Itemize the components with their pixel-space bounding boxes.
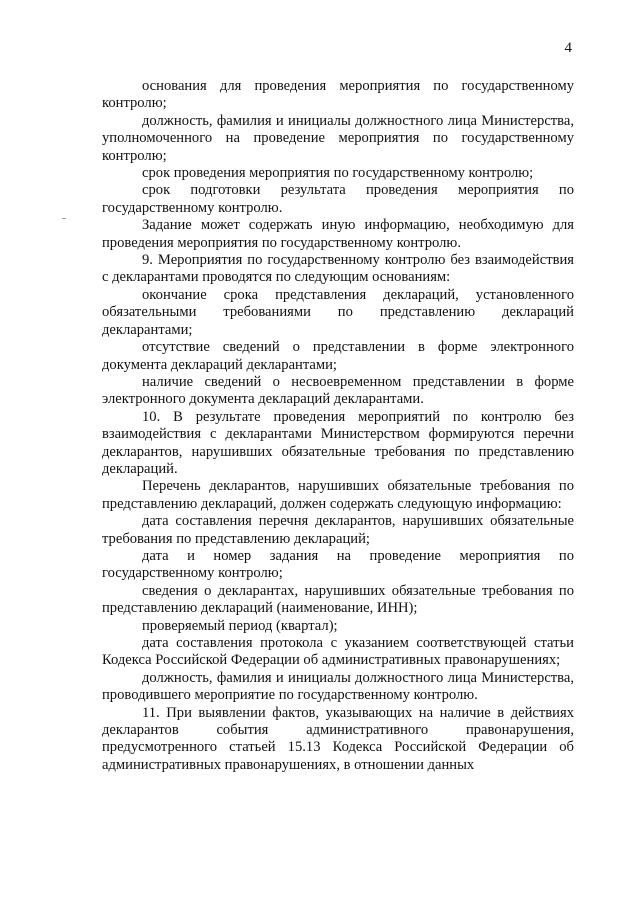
paragraph: 9. Мероприятия по государственному контролю без взаимодействия с декларантами проводятся по следующим основаниям: — [102, 252, 574, 286]
paragraph: основания для проведения мероприятия по государственному контролю; — [102, 78, 574, 112]
paragraph: срок подготовки результата проведения мероприятия по государственному контролю. — [102, 182, 574, 216]
paragraph: дата и номер задания на проведение мероприятия по государственному контролю; — [102, 547, 574, 582]
paragraph: отсутствие сведений о представлении в форме электронного документа деклараций декларантами; — [102, 339, 574, 373]
scan-mark — [62, 218, 66, 219]
document-body — [102, 78, 574, 774]
paragraph: 10. В результате проведения мероприятий по контролю без взаимодействия с декларантами Министерством формируются перечни декларантов, нарушивших обязательные требования по представлению деклараций. — [102, 408, 574, 477]
paragraph: Перечень декларантов, нарушивших обязательные требования по представлению деклараций, должен содержать следующую информацию: — [102, 478, 574, 512]
paragraph: сведения о декларантах, нарушивших обязательные требования по представлению деклараций (наименование, ИНН); — [102, 582, 574, 617]
paragraph: должность, фамилия и инициалы должностного лица Министерства, проводившего мероприятие по государственному контролю. — [102, 669, 574, 704]
paragraph: дата составления перечня декларантов, нарушивших обязательные требования по представлению деклараций; — [102, 513, 574, 547]
paragraph: срок проведения мероприятия по государственному контролю; — [142, 165, 534, 182]
paragraph: проверяемый период (квартал); — [142, 617, 338, 634]
paragraph: Задание может содержать иную информацию, необходимую для проведения мероприятия по государственному контролю. — [102, 217, 574, 251]
paragraph: наличие сведений о несвоевременном представлении в форме электронного документа деклараций декларантами. — [102, 373, 574, 408]
paragraph: окончание срока представления деклараций, установленного обязательными требованиями по представлению деклараций декларантами; — [102, 286, 574, 338]
page-number: 4 — [564, 40, 572, 56]
paragraph: дата составления протокола с указанием соответствующей статьи Кодекса Российской Федерации об административных правонарушениях; — [102, 635, 574, 669]
paragraph: 11. При выявлении фактов, указывающих на наличие в действиях декларантов события административного правонарушения, предусмотренного статьей 15.13 Кодекса Российской Федерации об административных правонарушениях, в отношении данных — [102, 704, 574, 773]
paragraph: должность, фамилия и инициалы должностного лица Министерства, уполномоченного на проведение мероприятия по государственному контролю; — [102, 112, 574, 164]
